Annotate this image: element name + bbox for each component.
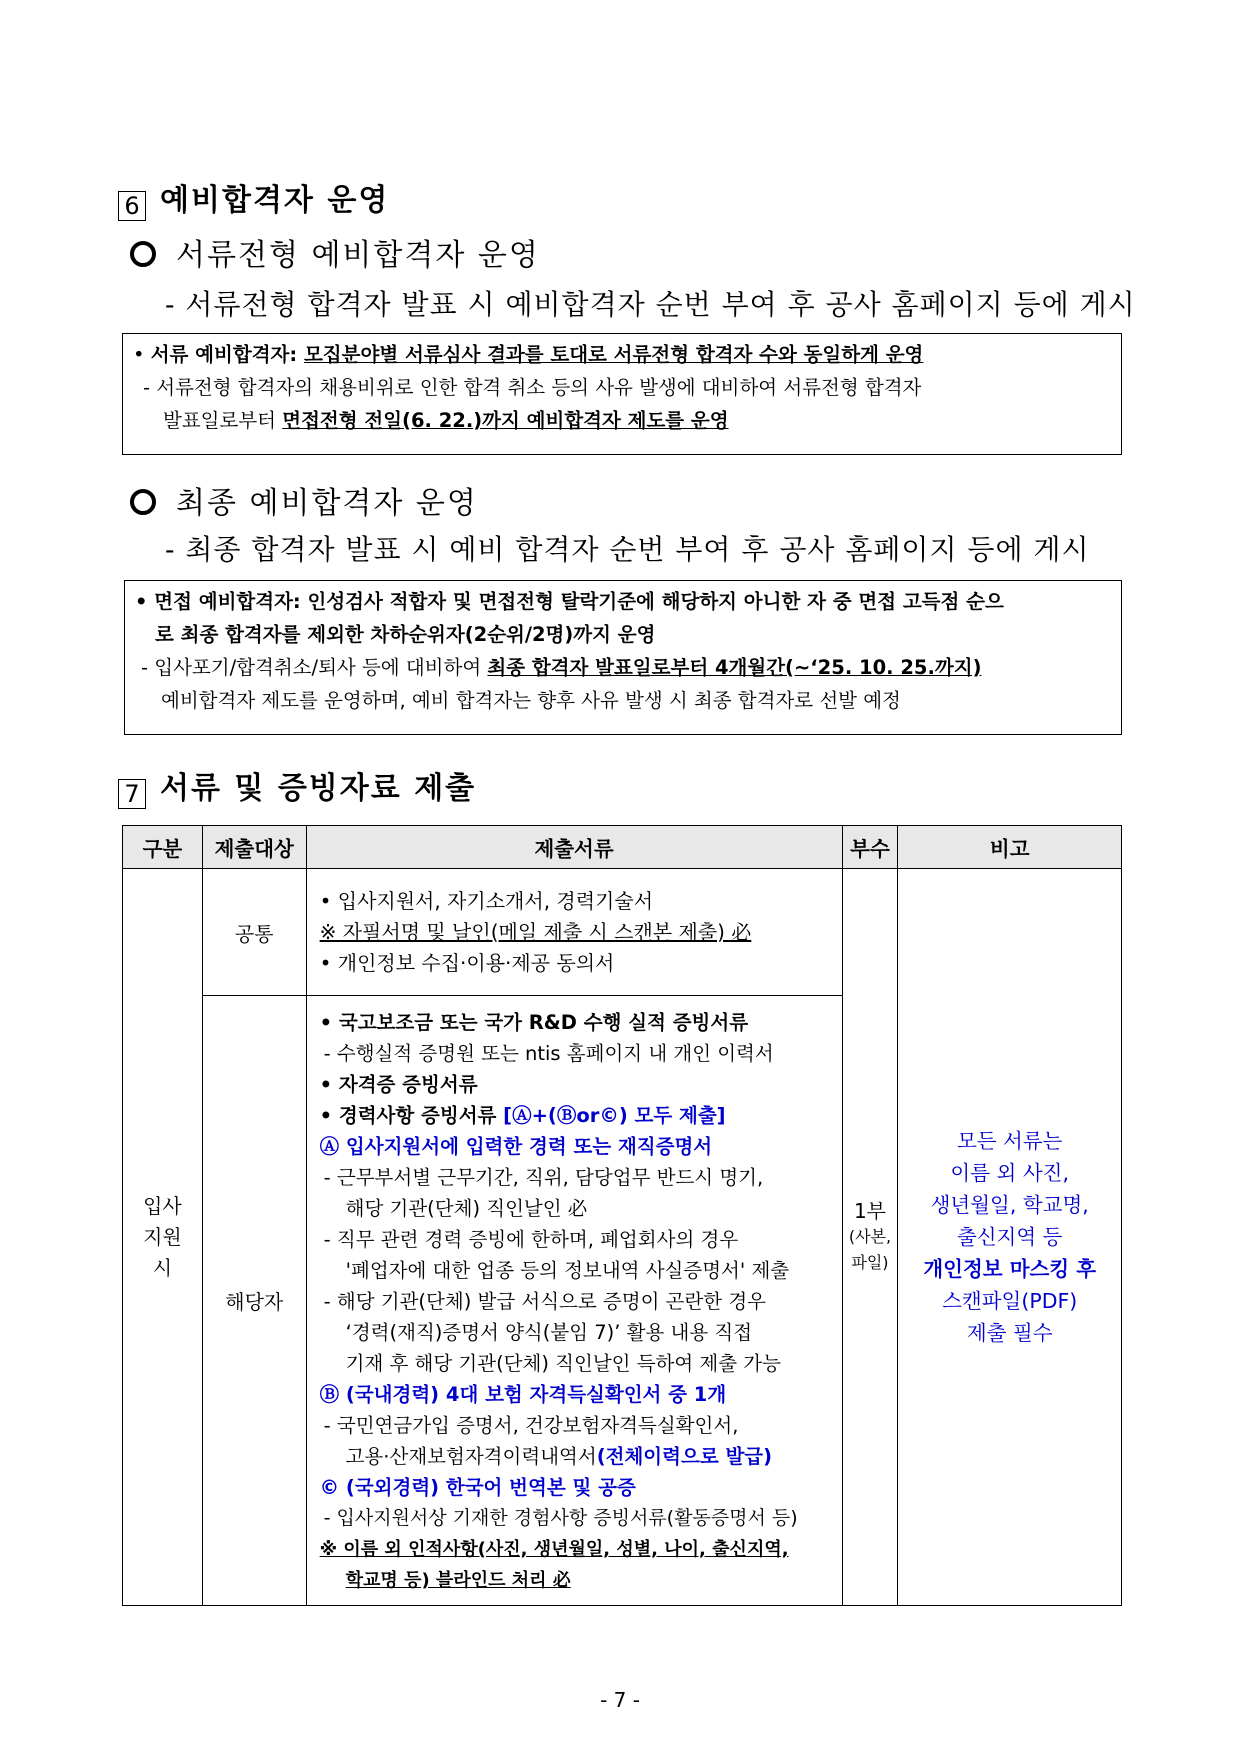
copies-sub: 파일)	[851, 1253, 889, 1272]
category-line: 시	[152, 1255, 173, 1280]
documents-table	[122, 825, 1122, 1606]
notice-box-final	[124, 580, 1122, 735]
remark-line: 제출 필수	[966, 1321, 1053, 1345]
doc-note: ※ 이름 외 인적사항(사진, 생년월일, 성별, 나이, 출신지역,	[319, 1539, 789, 1560]
box-text: 면접 예비합격자: 인성검사 적합자 및 면접전형 탈락기준에 해당하지 아니한 자 중 면접 고득점 순으	[154, 590, 1004, 613]
dash-line: - 최종 합격자 발표 시 예비 합격자 순번 부여 후 공사 홈페이지 등에 게시	[165, 533, 1090, 566]
doc-line: 기재 후 해당 기관(단체) 직인날인 득하여 제출 가능	[345, 1352, 781, 1375]
doc-line: • 개인정보 수집·이용·제공 동의서	[319, 950, 615, 975]
target-common: 공통	[202, 869, 306, 996]
doc-line: - 입사지원서상 기재한 경험사항 증빙서류(활동증명서 등)	[323, 1507, 798, 1529]
subsection-heading	[130, 230, 540, 274]
header-target: 제출대상	[202, 826, 306, 869]
section-number: 6	[118, 191, 146, 221]
target-applicable: 해당자	[202, 996, 306, 1606]
box-emphasis: 최종 합격자 발표일로부터 4개월간(~‘25. 10. 25.까지)	[487, 656, 982, 679]
box-text: 발표일로부터	[163, 409, 283, 432]
remark-line: 출신지역 등	[956, 1225, 1063, 1249]
header-documents: 제출서류	[306, 826, 842, 869]
copies-main: 1부	[853, 1199, 886, 1223]
documents-applicable	[306, 996, 842, 1606]
doc-line: Ⓑ (국내경력) 4대 보험 자격득실확인서 중 1개	[319, 1383, 727, 1406]
bullet-icon: •	[133, 343, 145, 366]
box-text: - 입사포기/합격취소/퇴사 등에 대비하여	[141, 656, 488, 679]
section-number: 7	[118, 779, 146, 809]
doc-text: 고용·산재보험자격이력내역서	[345, 1445, 597, 1468]
doc-emphasis: [Ⓐ+(Ⓑor©) 모두 제출]	[503, 1104, 726, 1127]
doc-line: - 수행실적 증명원 또는 ntis 홈페이지 내 개인 이력서	[323, 1042, 774, 1065]
subsection-heading	[130, 478, 478, 522]
category-cell	[123, 869, 203, 1606]
table-header-row	[123, 826, 1122, 869]
subsection-title: 서류전형 예비합격자 운영	[176, 238, 540, 273]
dash-line: - 서류전형 합격자 발표 시 예비합격자 순번 부여 후 공사 홈페이지 등에 게시	[165, 288, 1136, 321]
header-category: 구분	[123, 826, 203, 869]
doc-line: Ⓐ 입사지원서에 입력한 경력 또는 재직증명서	[319, 1135, 713, 1158]
doc-line: • 자격증 증빙서류	[319, 1073, 478, 1096]
header-remark: 비고	[898, 826, 1122, 869]
page-number: - 7 -	[600, 1688, 640, 1712]
notice-box-document	[122, 333, 1122, 455]
copies-sub: (사본,	[848, 1227, 892, 1246]
doc-emphasis: (전체이력으로 발급)	[596, 1445, 773, 1468]
box-line	[135, 585, 1111, 618]
circle-bullet-icon	[130, 489, 156, 515]
doc-line: - 해당 기관(단체) 발급 서식으로 증명이 곤란한 경우	[323, 1290, 767, 1313]
box-line: 예비합격자 제도를 운영하며, 예비 합격자는 향후 사유 발생 시 최종 합격자로 선발 예정	[161, 689, 901, 712]
doc-line: • 국고보조금 또는 국가 R&D 수행 실적 증빙서류	[319, 1011, 749, 1034]
section-title: 예비합격자 운영	[160, 183, 390, 218]
doc-line: '폐업자에 대한 업종 등의 정보내역 사실증명서' 제출	[345, 1259, 790, 1282]
box-line: - 서류전형 합격자의 채용비위로 인한 합격 취소 등의 사유 발생에 대비하여 서류전형 합격자	[143, 376, 922, 399]
remark-line: 개인정보 마스킹 후	[923, 1257, 1097, 1281]
doc-note: ※ 자필서명 및 날인(메일 제출 시 스캔본 제출) 必	[319, 919, 752, 944]
copies-cell	[842, 869, 898, 1606]
category-line: 입사	[143, 1193, 182, 1218]
box-line: 로 최종 합격자를 제외한 차하순위자(2순위/2명)까지 운영	[155, 623, 656, 646]
documents-common	[306, 869, 842, 996]
remark-line: 스캔파일(PDF)	[942, 1289, 1078, 1313]
subsection-title: 최종 예비합격자 운영	[176, 486, 478, 521]
box-line	[133, 404, 1111, 437]
bullet-icon: •	[135, 590, 148, 613]
doc-line	[320, 1441, 835, 1472]
box-text: 모집분야별 서류심사 결과를 토대로 서류전형 합격자 수와 동일하게 운영	[303, 343, 924, 366]
circle-bullet-icon	[130, 241, 156, 267]
remark-line: 생년월일, 학교명,	[930, 1193, 1089, 1217]
doc-line	[320, 1100, 835, 1131]
box-label: 서류 예비합격자:	[150, 343, 304, 366]
remark-line: 이름 외 사진,	[950, 1161, 1069, 1185]
category-line: 지원	[143, 1224, 182, 1249]
box-emphasis: 면접전형 전일(6. 22.)까지 예비합격자 제도를 운영	[282, 409, 729, 432]
remark-cell	[898, 869, 1122, 1606]
doc-line: - 국민연금가입 증명서, 건강보험자격득실확인서,	[323, 1414, 739, 1437]
doc-line: 해당 기관(단체) 직인날인 必	[345, 1197, 588, 1220]
box-line	[133, 338, 1111, 371]
section6-heading	[118, 175, 389, 221]
section-title: 서류 및 증빙자료 제출	[160, 771, 477, 806]
doc-note: 학교명 등) 블라인드 처리 必	[345, 1570, 571, 1591]
header-copies: 부수	[842, 826, 898, 869]
doc-line: ‘경력(재직)증명서 양식(붙임 7)’ 활용 내용 직접	[345, 1321, 753, 1344]
remark-line: 모든 서류는	[956, 1129, 1063, 1153]
box-line	[135, 651, 1111, 684]
doc-line: - 직무 관련 경력 증빙에 한하며, 폐업회사의 경우	[323, 1228, 739, 1251]
doc-line: • 입사지원서, 자기소개서, 경력기술서	[319, 888, 654, 913]
doc-line: © (국외경력) 한국어 번역본 및 공증	[319, 1476, 636, 1499]
section7-heading	[118, 763, 476, 809]
doc-line: - 근무부서별 근무기간, 직위, 담당업무 반드시 명기,	[323, 1166, 764, 1189]
doc-label: • 경력사항 증빙서류	[319, 1104, 504, 1127]
table-row	[123, 869, 1122, 996]
